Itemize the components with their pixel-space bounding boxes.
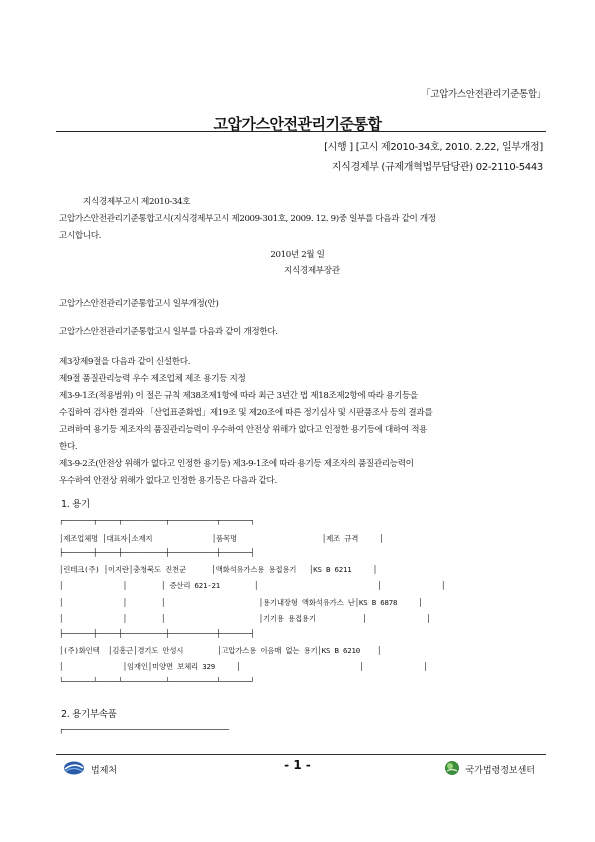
table-row: ├───────┼─────┼──────────┼───────────┼───────┤: [59, 629, 255, 638]
page-number: - 1 -: [284, 758, 311, 772]
ministry-info: 지식경제부 (규제개혁법무담당관) 02-2110-5443: [331, 162, 543, 173]
table-row: │제조업체명 │대표자│소재지 │품목명 │제조 규격 │: [59, 534, 384, 543]
article-line: 우수하여 안전상 위해가 없다고 인정한 용기등은 다음과 같다.: [59, 476, 277, 486]
article-line: 제3장제9절을 다음과 같이 신설한다.: [59, 357, 191, 367]
table-row: ┌───────┬─────┬──────────┬───────────┬───────┐: [59, 516, 255, 525]
table-row: │ │임재인│미양면 보체리 329 │ │ │: [59, 662, 428, 671]
enforcement-info: [시행 ] [고시 제2010-34호, 2010. 2.22, 일부개정]: [324, 142, 543, 153]
article-line: 한다.: [59, 442, 78, 452]
notice-number: 지식경제부고시 제2010-34호: [83, 197, 191, 207]
footer-rule: [56, 754, 546, 755]
table-row: ┌───────────────────────────────────────: [59, 725, 229, 734]
table-row: │(주)화인텍 │김흥근│경기도 안성시 │고압가스용 이음매 없는 용기│KS B 6210 │: [59, 646, 382, 655]
amend-intro: 고압가스안전관리기준통합고시 일부를 다음과 같이 개정한다.: [59, 327, 278, 337]
footer-right: [444, 760, 535, 779]
amend-title: 고압가스안전관리기준통합고시 일부개정(안): [59, 299, 219, 309]
article-line: 수집하여 검사한 결과와 「산업표준화법」제19조 및 제20조에 따른 정기심사 및 시판품조사 등의 결과를: [59, 408, 433, 418]
table-row: │린테크(주) │이지란│충청북도 진천군 │액화석유가스용 용접용기 │KS B 6211 │: [59, 565, 377, 574]
table-row: │ │ │ │용기내장형 액화석유가스 난│KS B 6878 │: [59, 598, 423, 607]
table-row: └───────┴─────┴──────────┴───────────┴───────┘: [59, 677, 255, 686]
header-tag: 「고압가스안전관리기준통합」: [421, 89, 546, 100]
article-line: 고려하여 용기등 제조자의 품질관리능력이 우수하여 안전상 위해가 없다고 인정한 용기등에 대하여 적용: [59, 425, 428, 435]
article-line: 제9절 품질관리능력 우수 제조업체 제조 용기등 지정: [59, 374, 246, 384]
section-2-heading: 2. 용기부속품: [61, 709, 117, 720]
page-title: 고압가스안전관리기준통합: [213, 115, 382, 133]
article-line: 제3-9-2조(안전상 위해가 없다고 인정한 용기등) 제3-9-1조에 따라 용기등 제조자의 품질관리능력이: [59, 459, 414, 469]
section-1-heading: 1. 용기: [61, 499, 90, 510]
table-row: │ │ │ 증산리 621-21 │ │ │: [59, 581, 446, 590]
table-row: │ │ │ │기기용 용접용기 │ │: [59, 614, 431, 623]
notice-signer: 지식경제부장관: [284, 266, 340, 276]
law-center-logo-icon: [444, 760, 460, 779]
article-line: 제3-9-1조(적용범위) 이 절은 규칙 제38조제1항에 따라 최근 3년간 법 제18조제2항에 따라 용기등을: [59, 391, 418, 401]
footer-right-label: 국가법령정보센터: [465, 766, 535, 776]
notice-body-2: 고시합니다.: [59, 231, 102, 241]
footer-left-label: 법제처: [91, 766, 118, 776]
table-row: ├───────┼─────┼──────────┼───────────┼───────┤: [59, 548, 255, 557]
title-rule: [56, 131, 546, 132]
notice-body-1: 고압가스안전관리기준통합고시(지식경제부고시 제2009-301호, 2009. 12. 9)중 일부를 다음과 같이 개정: [59, 214, 436, 224]
notice-date: 2010년 2월 일: [270, 250, 325, 260]
